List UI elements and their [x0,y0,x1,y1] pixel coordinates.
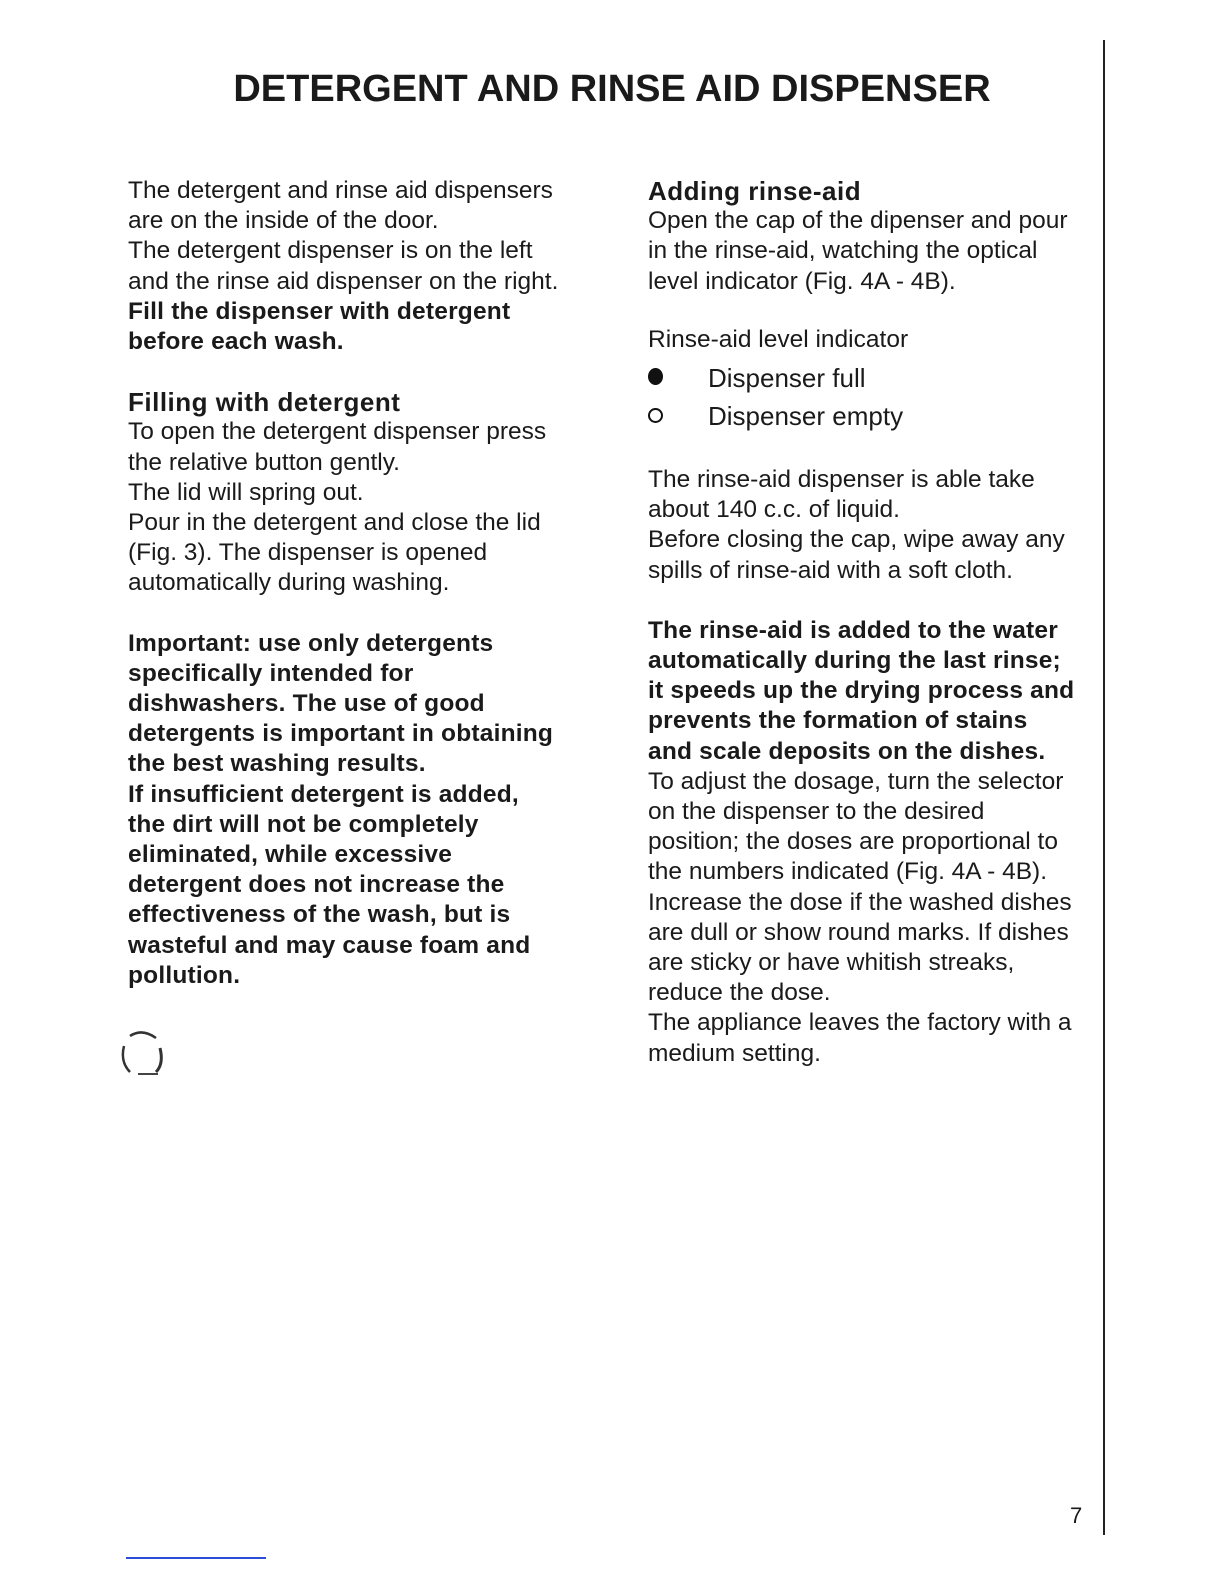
right-column [648,176,1098,1069]
spacer [648,586,1098,616]
filled-dot-icon [648,363,708,393]
indicator-label: Dispenser empty [708,400,904,431]
indicator-item-full [648,359,1098,397]
page-title: DETERGENT AND RINSE AID DISPENSER [233,68,991,110]
adding-paragraph: Open the cap of the dipenser and pour in the rinse-aid, watching the optical level indicator (Fig. 4A - 4B). [648,207,1068,295]
filling-paragraph: To open the detergent dispenser press the relative button gently. The lid will spring out. Pour in the detergent and close the lid (Fig. 3). The dispenser is opened automatically during washing. [128,418,547,597]
spacer [128,357,588,387]
indicator-label: Dispenser full [708,362,866,393]
page-number: 7 [1070,1503,1083,1528]
intro-paragraph: The detergent and rinse aid dispensers are on the inside of the door. The detergent dispenser is on the left and the rinse aid dispenser on the right. [128,177,559,295]
intro-bold-paragraph: Fill the dispenser with detergent before each wash. [128,297,511,356]
right-margin-rule [1103,40,1105,1535]
spacer [648,435,1098,465]
adding-heading: Adding rinse-aid [648,176,862,206]
punch-hole-icon [116,1028,168,1078]
indicator-item-empty [648,397,1098,435]
spacer [648,297,1098,325]
left-column [128,176,588,991]
dosage-paragraph: To adjust the dosage, turn the selector on the dispenser to the desired position; the doses are proportional to the numbers indicated (Fig. 4A - 4B). Increase the dose if the washed dishes are dull or show round marks. If dishes are sticky or have whitish streaks, reduce the dose. The appliance leaves the factory with a medium setting. [648,767,1072,1067]
hollow-dot-icon [648,401,708,431]
spacer [128,599,588,629]
capacity-paragraph: The rinse-aid dispenser is able take about 140 c.c. of liquid. Before closing the cap, wipe away any spills of rinse-aid with a soft cloth. [648,466,1065,584]
bottom-link-rule [126,1557,266,1559]
filling-heading: Filling with detergent [128,387,401,418]
indicator-list [648,359,1098,435]
indicator-title: Rinse-aid level indicator [648,325,909,353]
auto-rinse-paragraph: The rinse-aid is added to the water automatically during the last rinse; it speeds up the drying process and prevents the formation of stains and scale deposits on the dishes. [648,616,1075,765]
important-paragraph: Important: use only detergents specifically intended for dishwashers. The use of good detergents is important in obtaining the best washing results. If insufficient detergent is added, the dirt will not be completely eliminated, while excessive detergent does not increase the effectiveness of the wash, but is wasteful and may cause foam and pollution. [128,629,554,989]
